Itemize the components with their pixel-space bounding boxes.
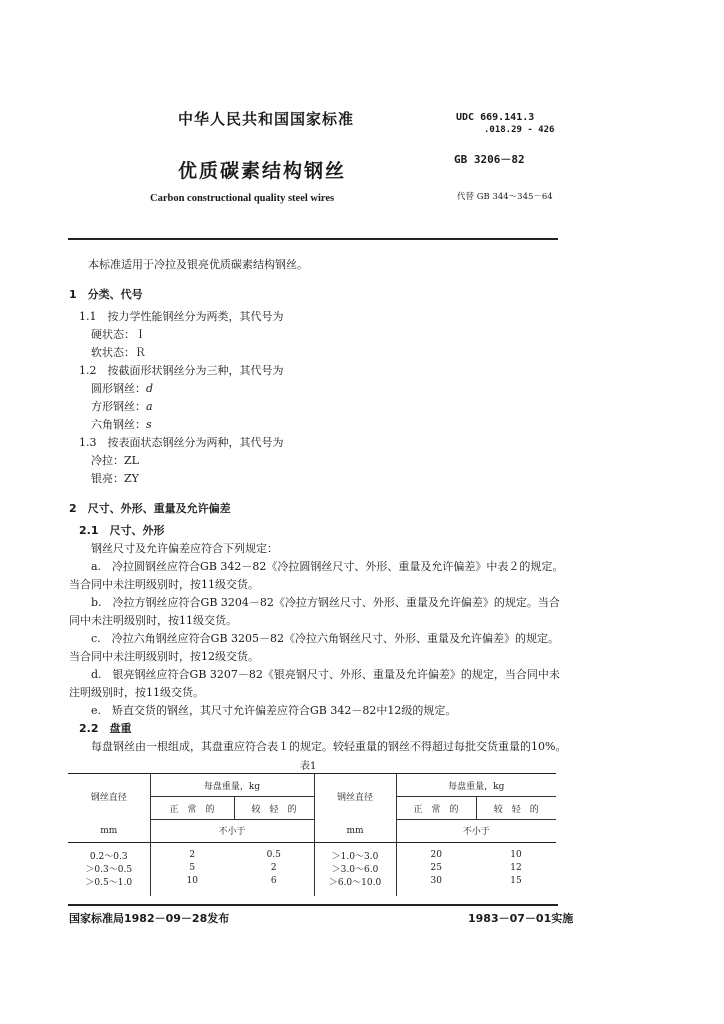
section-2-heading: 2 尺寸、外形、重量及允许偏差 — [69, 502, 231, 515]
weight-header-right: 每盘重量，kg — [396, 774, 556, 797]
issued-date: 国家标准局1982－09－28发布 — [69, 912, 230, 925]
item-c-line-1: c. 冷拉六角钢丝应符合GB 3205－82《冷拉六角钢丝尺寸、外形、重量及允许偏差》的规定。 — [91, 632, 560, 645]
clause-2-1-intro: 钢丝尺寸及允许偏差应符合下列规定： — [91, 542, 278, 555]
table-cell: 2 — [270, 863, 277, 873]
clause-1-3-bright: 银亮：ZY — [91, 472, 139, 485]
table-cell: 0.5 — [266, 850, 281, 860]
table-cell: 6 — [270, 876, 277, 886]
normal-header-left: 正 常 的 — [150, 797, 234, 820]
section-1-heading: 1 分类、代号 — [69, 288, 143, 301]
light-header-right: 较 轻 的 — [476, 797, 556, 820]
clause-1-2-round — [91, 381, 153, 396]
clause-1-1: 1.1 按力学性能钢丝分为两类，其代号为 — [79, 310, 284, 323]
round-label: 圆形钢丝： — [91, 382, 146, 395]
table-cell: 10 — [150, 875, 234, 896]
replaces-note: 代替 GB 344～345－64 — [457, 192, 553, 202]
normal-header-right: 正 常 的 — [396, 797, 476, 820]
not-less-right: 不小于 — [396, 820, 556, 843]
table-row — [68, 862, 556, 875]
item-d-line-2: 注明级别时，按11级交货。 — [69, 686, 204, 699]
clause-2-2-text: 每盘钢丝由一根组成，其盘重应符合表１的规定。较轻重量的钢丝不得超过每批交货重量的10%。 — [91, 740, 567, 753]
hex-code: s — [146, 418, 152, 431]
item-d-line-1: d. 银亮钢丝应符合GB 3207－82《银亮钢尺寸、外形、重量及允许偏差》的规定，当合同中未 — [91, 668, 560, 681]
table-cell: 2 — [150, 842, 234, 862]
table-cell: 20 — [396, 842, 476, 862]
item-b-line-1: b. 冷拉方钢丝应符合GB 3204－82《冷拉方钢丝尺寸、外形、重量及允许偏差》的规定。当合 — [91, 596, 560, 609]
table-cell: ＞3.0～6.0 — [314, 862, 396, 875]
diameter-label-left: 钢丝直径 — [90, 793, 127, 804]
unit-right: mm — [314, 820, 396, 843]
intro-text: 本标准适用于冷拉及银亮优质碳素结构钢丝。 — [88, 258, 308, 271]
round-code: d — [146, 382, 154, 395]
clause-2-2: 2.2 盘重 — [79, 722, 132, 735]
footer-rule — [68, 904, 558, 906]
diameter-header-left — [68, 774, 150, 820]
table-cell: ＞0.5～1.0 — [85, 877, 133, 888]
diameter-header-right — [314, 774, 396, 820]
header-rule — [68, 238, 558, 240]
square-label: 方形钢丝： — [91, 400, 146, 413]
udc-line-1: UDC 669.141.3 — [456, 112, 535, 123]
table-row — [68, 875, 556, 896]
table-header-row-1 — [68, 774, 556, 797]
unit-left: mm — [68, 820, 150, 843]
clause-1-1-soft: 软状态：Ｒ — [91, 346, 146, 359]
table-cell: ＞0.3～0.5 — [85, 864, 133, 875]
table-cell: 30 — [396, 875, 476, 896]
table-cell: 10 — [510, 850, 522, 860]
light-header-left: 较 轻 的 — [234, 797, 314, 820]
item-a-line-1: a. 冷拉圆钢丝应符合GB 342－82《冷拉圆钢丝尺寸、外形、重量及允许偏差》中表２的规定。 — [91, 560, 564, 573]
table-cell: 0.2～0.3 — [89, 851, 128, 862]
gb-number: GB 3206－82 — [454, 153, 525, 166]
table-cell: 12 — [510, 863, 522, 873]
clause-1-1-hard: 硬状态：Ｉ — [91, 328, 146, 341]
title-en: Carbon constructional quality steel wires — [150, 193, 335, 204]
square-code: a — [146, 400, 153, 413]
not-less-left: 不小于 — [150, 820, 314, 843]
item-e-line-1: e. 矫直交货的钢丝，其尺寸允许偏差应符合GB 342－82中12级的规定。 — [91, 704, 457, 717]
coil-weight-table — [68, 773, 556, 896]
item-c-line-2: 当合同中未注明级别时，按12级交货。 — [69, 650, 259, 663]
clause-1-3: 1.3 按表面状态钢丝分为两种，其代号为 — [79, 436, 284, 449]
table-cell: ＞1.0～3.0 — [314, 842, 396, 862]
clause-1-2-square — [91, 399, 153, 414]
udc-line-2: .018.29 - 426 — [484, 125, 555, 135]
weight-header-left: 每盘重量，kg — [150, 774, 314, 797]
table-header-row-3 — [68, 820, 556, 843]
clause-1-2-hex — [91, 417, 152, 432]
title-cn: 优质碳素结构钢丝 — [178, 160, 347, 182]
org-title: 中华人民共和国国家标准 — [178, 110, 355, 128]
table-caption: 表1 — [300, 761, 317, 772]
table-cell: 15 — [510, 876, 522, 886]
clause-2-1: 2.1 尺寸、外形 — [79, 524, 165, 537]
hex-label: 六角钢丝： — [91, 418, 146, 431]
table-cell: 25 — [396, 862, 476, 875]
diameter-label-right: 钢丝直径 — [336, 793, 373, 804]
table-cell: ＞6.0～10.0 — [314, 875, 396, 896]
table-cell: 5 — [150, 862, 234, 875]
clause-1-2: 1.2 按截面形状钢丝分为三种，其代号为 — [79, 364, 284, 377]
clause-1-3-cold: 冷拉：ZL — [91, 454, 139, 467]
item-b-line-2: 同中未注明级别时，按11级交货。 — [69, 614, 237, 627]
table-row — [68, 842, 556, 862]
item-a-line-2: 当合同中未注明级别时，按11级交货。 — [69, 578, 259, 591]
effective-date: 1983－07－01实施 — [468, 912, 574, 925]
